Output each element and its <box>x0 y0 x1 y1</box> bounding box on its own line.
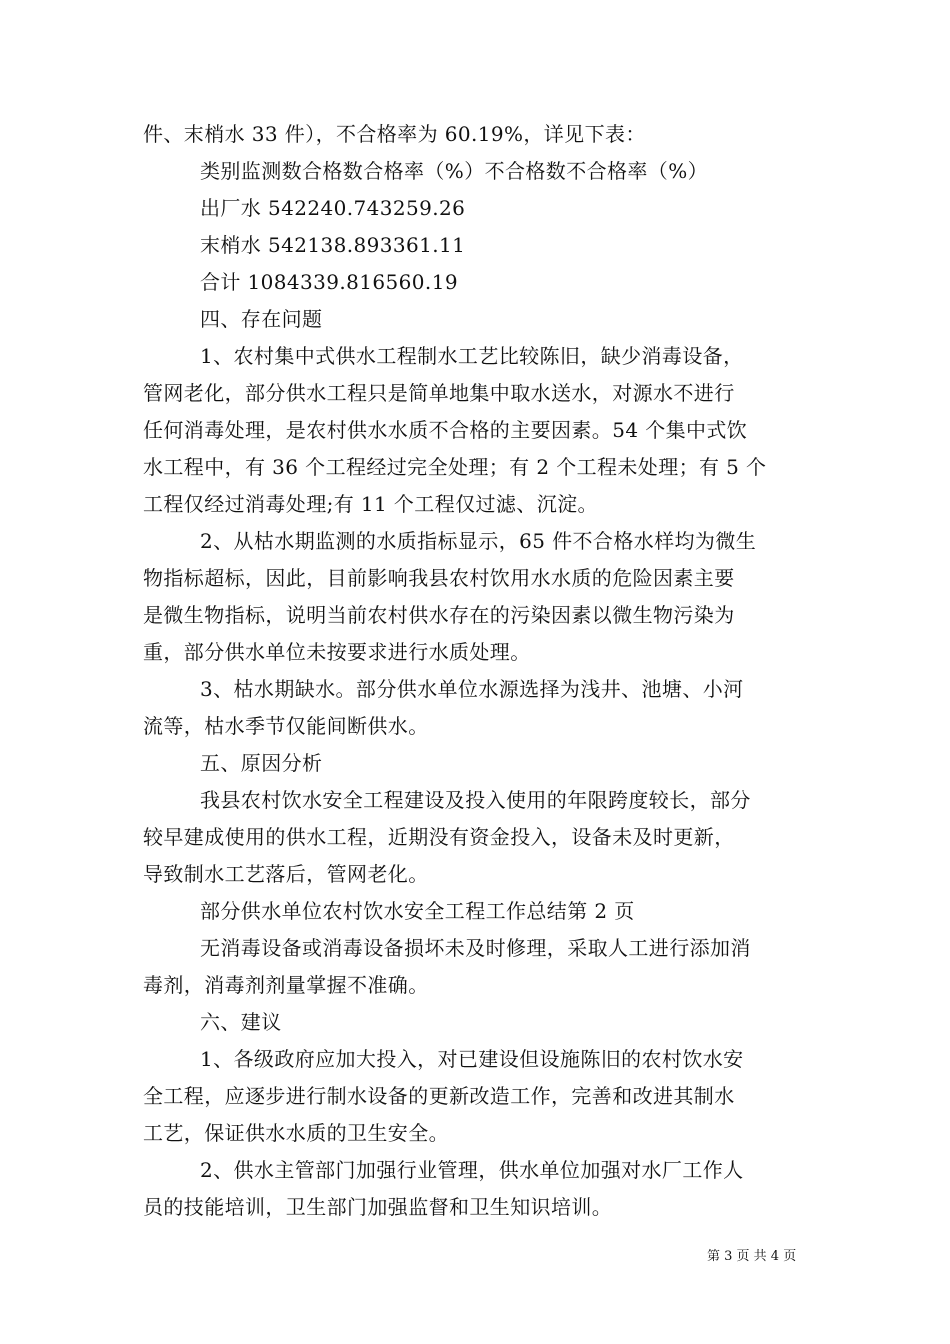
paragraph-line: 是微生物指标，说明当前农村供水存在的污染因素以微生物污染为 <box>143 603 735 627</box>
opening-line: 件、末梢水 33 件），不合格率为 60.19%，详见下表： <box>143 122 646 146</box>
causes-paragraph-1 <box>143 782 813 893</box>
paragraph-line: 导致制水工艺落后，管网老化。 <box>143 862 429 886</box>
paragraph-line: 员的技能培训，卫生部门加强监督和卫生知识培训。 <box>143 1195 613 1219</box>
page-number-footer: 第 3 页 共 4 页 <box>707 1249 797 1264</box>
paragraph-line: 1、农村集中式供水工程制水工艺比较陈旧，缺少消毒设备， <box>200 344 744 368</box>
table-row-factory-water: 出厂水 542240.743259.26 <box>200 196 466 220</box>
paragraph-line: 较早建成使用的供水工程，近期没有资金投入，设备未及时更新， <box>143 825 735 849</box>
paragraph-line: 物指标超标，因此，目前影响我县农村饮用水水质的危险因素主要 <box>143 566 735 590</box>
suggestions-paragraph-1 <box>143 1041 813 1152</box>
paragraph-line: 我县农村饮水安全工程建设及投入使用的年限跨度较长，部分 <box>200 788 751 812</box>
causes-paragraph-2 <box>143 930 813 1004</box>
paragraph-line: 无消毒设备或消毒设备损坏未及时修理，采取人工进行添加消 <box>200 936 751 960</box>
paragraph-line: 管网老化，部分供水工程只是简单地集中取水送水，对源水不进行 <box>143 381 735 405</box>
paragraph-line: 重，部分供水单位未按要求进行水质处理。 <box>143 640 531 664</box>
paragraph-line: 毒剂，消毒剂剂量掌握不准确。 <box>143 973 429 997</box>
problems-paragraph-1 <box>143 338 813 523</box>
page-marker-line: 部分供水单位农村饮水安全工程工作总结第 2 页 <box>200 899 635 923</box>
section-heading-suggestions: 六、建议 <box>200 1010 282 1034</box>
paragraph-line: 2、从枯水期监测的水质指标显示，65 件不合格水样均为微生 <box>200 529 757 553</box>
section-heading-causes: 五、原因分析 <box>200 751 323 775</box>
paragraph-line: 任何消毒处理，是农村供水水质不合格的主要因素。54 个集中式饮 <box>143 418 748 442</box>
paragraph-line: 2、供水主管部门加强行业管理，供水单位加强对水厂工作人 <box>200 1158 744 1182</box>
paragraph-line: 工艺，保证供水水质的卫生安全。 <box>143 1121 449 1145</box>
problems-paragraph-2 <box>143 523 813 671</box>
paragraph-line: 水工程中，有 36 个工程经过完全处理；有 2 个工程未处理；有 5 个 <box>143 455 767 479</box>
table-row-tap-water: 末梢水 542138.893361.11 <box>200 233 466 257</box>
paragraph-line: 全工程，应逐步进行制水设备的更新改造工作，完善和改进其制水 <box>143 1084 735 1108</box>
problems-paragraph-3 <box>143 671 813 745</box>
paragraph-line: 工程仅经过消毒处理;有 11 个工程仅过滤、沉淀。 <box>143 492 598 516</box>
suggestions-paragraph-2 <box>143 1152 813 1226</box>
table-row-total: 合计 1084339.816560.19 <box>200 270 458 294</box>
table-header-line: 类别监测数合格数合格率（%）不合格数不合格率（%） <box>200 159 709 183</box>
document-body <box>143 116 813 1226</box>
paragraph-line: 1、各级政府应加大投入，对已建设但设施陈旧的农村饮水安 <box>200 1047 744 1071</box>
paragraph-line: 流等，枯水季节仅能间断供水。 <box>143 714 429 738</box>
paragraph-line: 3、枯水期缺水。部分供水单位水源选择为浅井、池塘、小河 <box>200 677 744 701</box>
section-heading-problems: 四、存在问题 <box>200 307 323 331</box>
